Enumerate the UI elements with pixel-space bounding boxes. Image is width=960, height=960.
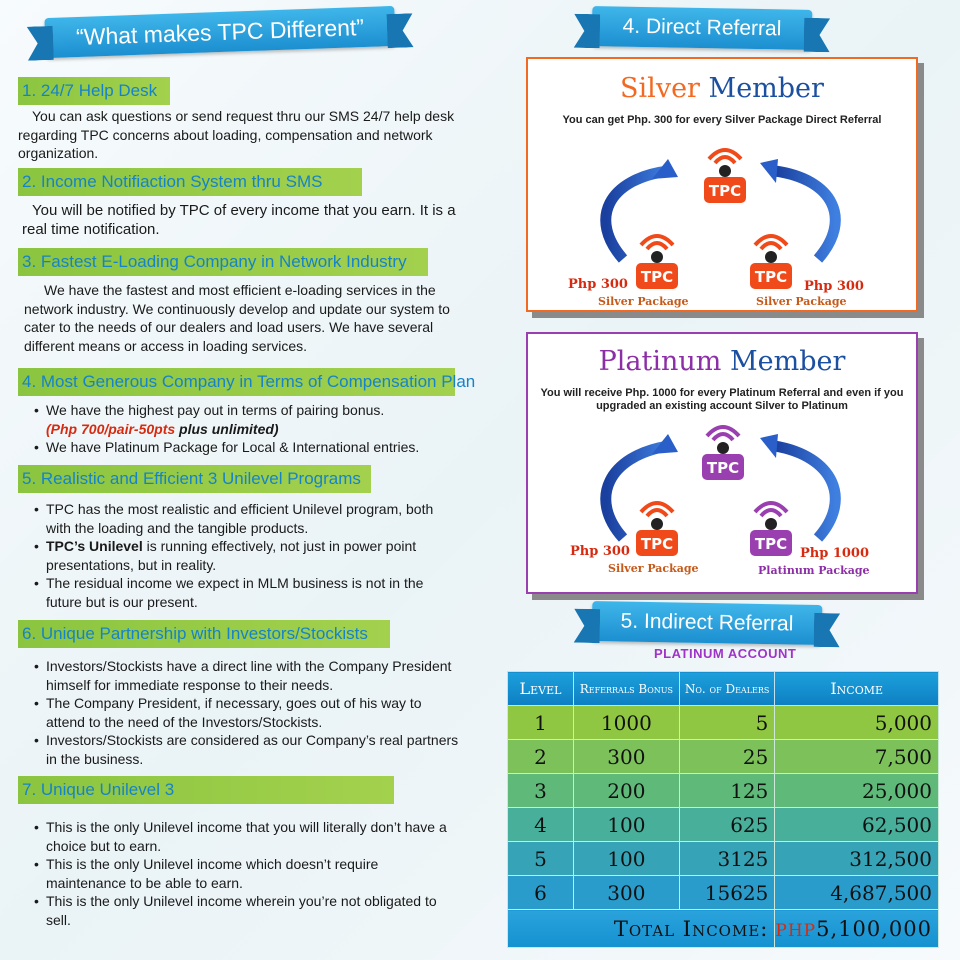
platinum-title-a: Platinum — [598, 346, 722, 377]
total-label: Total Income: — [508, 910, 775, 948]
tpc-logo-text: TPC — [640, 535, 674, 553]
tpc-logo-text: TPC — [640, 268, 674, 286]
table-header-row — [508, 672, 939, 706]
list-item — [30, 401, 460, 438]
tpc-logo-icon — [628, 492, 686, 562]
total-row — [508, 910, 939, 948]
table-row — [508, 706, 939, 740]
list-item: • We have Platinum Package for Local & International entries. — [30, 438, 460, 457]
cell-bonus: 1000 — [573, 706, 679, 740]
col-referrals-bonus: Referrals Bonus — [573, 672, 679, 706]
cell-bonus: 300 — [573, 876, 679, 910]
cell-dealers: 15625 — [679, 876, 775, 910]
silver-card-subtitle: You can get Php. 300 for every Silver Package Direct Referral — [562, 114, 882, 126]
bullet-text: We have the highest pay out in terms of pairing bonus. — [46, 402, 385, 418]
table-row — [508, 774, 939, 808]
cell-level: 3 — [508, 774, 574, 808]
tpc-logo-text: TPC — [708, 182, 742, 200]
platinum-title-b: Member — [729, 346, 846, 377]
cell-bonus: 300 — [573, 740, 679, 774]
platinum-left-package: Silver Package — [608, 562, 699, 575]
cell-level: 1 — [508, 706, 574, 740]
title-ribbon-text: “What makes TPC Different” — [75, 13, 365, 51]
tpc-logo-icon — [694, 416, 752, 486]
pairing-amount: (Php 700/pair-50pts — [46, 420, 176, 437]
section-6-heading: 6. Unique Partnership with Investors/Stockists — [18, 620, 390, 648]
list-item: • The residual income we expect in MLM business is not in the future but is our present. — [30, 574, 460, 611]
indirect-referral-text: 5. Indirect Referral — [620, 609, 794, 636]
table-row — [508, 842, 939, 876]
cell-level: 6 — [508, 876, 574, 910]
total-currency: PHP — [775, 920, 817, 941]
indirect-referral-table — [507, 671, 939, 948]
section-5-heading: 5. Realistic and Efficient 3 Unilevel Programs — [18, 465, 371, 493]
table-row — [508, 876, 939, 910]
tpc-logo-text: TPC — [754, 535, 788, 553]
section-2-text: You will be notified by TPC of every income that you earn. It is a real time notification. — [22, 202, 456, 238]
pairing-unlimited: plus unlimited) — [175, 420, 279, 437]
tpc-logo-icon — [742, 492, 800, 562]
platinum-left-amount: Php 300 — [570, 544, 630, 559]
cell-bonus: 100 — [573, 842, 679, 876]
direct-referral-ribbon — [592, 6, 813, 50]
tpc-logo-text: TPC — [754, 268, 788, 286]
list-item — [30, 537, 460, 574]
silver-title-a: Silver — [620, 73, 700, 104]
direct-referral-text: 4. Direct Referral — [622, 14, 782, 41]
section-7-list — [30, 818, 460, 929]
section-4-heading: 4. Most Generous Company in Terms of Compensation Plan — [18, 368, 455, 396]
total-value-cell — [775, 910, 939, 948]
list-item: • Investors/Stockists have a direct line with the Company President himself for immediate response to their needs. — [30, 657, 460, 694]
table-row — [508, 808, 939, 842]
cell-income: 312,500 — [775, 842, 939, 876]
section-7-heading: 7. Unique Unilevel 3 — [18, 776, 394, 804]
cell-level: 4 — [508, 808, 574, 842]
list-item: • This is the only Unilevel income which doesn’t require maintenance to be able to earn. — [30, 855, 460, 892]
platinum-card-subtitle: You will receive Php. 1000 for every Platinum Referral and even if you upgraded an existing account Silver to Platinum — [540, 387, 904, 412]
cell-dealers: 125 — [679, 774, 775, 808]
list-item: • The Company President, if necessary, goes out of his way to attend to the need of the Investors/Stockists. — [30, 694, 460, 731]
tpc-logo-icon — [696, 139, 754, 209]
platinum-right-amount: Php 1000 — [800, 546, 870, 561]
total-value: 5,100,000 — [816, 916, 932, 941]
list-item: • Investors/Stockists are considered as our Company’s real partners in the business. — [30, 731, 460, 768]
col-income: Income — [775, 672, 939, 706]
cell-bonus: 100 — [573, 808, 679, 842]
cell-level: 2 — [508, 740, 574, 774]
section-2-heading: 2. Income Notifiaction System thru SMS — [18, 168, 362, 196]
section-4-list — [30, 401, 460, 457]
silver-left-package: Silver Package — [598, 295, 689, 308]
cell-bonus: 200 — [573, 774, 679, 808]
platinum-right-package: Platinum Package — [758, 564, 870, 577]
bullet-text: is running effectively, not just in power point presentations, but in reality. — [46, 538, 417, 573]
section-3-text: We have the fastest and most efficient e-loading services in the network industry. We continuously develop and update our system to cater to the needs of our dealers and load users. We have several different means or access in loading services. — [24, 282, 450, 354]
silver-title-b: Member — [708, 73, 824, 104]
cell-income: 4,687,500 — [775, 876, 939, 910]
silver-left-amount: Php 300 — [568, 277, 628, 292]
col-level: Level — [508, 672, 574, 706]
cell-income: 7,500 — [775, 740, 939, 774]
cell-level: 5 — [508, 842, 574, 876]
title-ribbon — [44, 6, 395, 58]
silver-right-package: Silver Package — [756, 295, 847, 308]
platinum-account-label: PLATINUM ACCOUNT — [654, 646, 797, 661]
section-3-heading: 3. Fastest E-Loading Company in Network Industry — [18, 248, 428, 276]
unilevel-bold: TPC’s Unilevel — [46, 538, 143, 554]
silver-right-amount: Php 300 — [804, 279, 864, 294]
tpc-logo-text: TPC — [706, 459, 740, 477]
section-5-list — [30, 500, 460, 611]
cell-dealers: 25 — [679, 740, 775, 774]
platinum-member-card — [526, 332, 918, 594]
col-dealers: No. of Dealers — [679, 672, 775, 706]
cell-income: 62,500 — [775, 808, 939, 842]
section-6-list — [30, 657, 460, 768]
table-row — [508, 740, 939, 774]
list-item: • This is the only Unilevel income that you will literally don’t have a choice but to earn. — [30, 818, 460, 855]
cell-dealers: 625 — [679, 808, 775, 842]
section-1-text: You can ask questions or send request thru our SMS 24/7 help desk regarding TPC concerns about loading, compensation and network organization. — [18, 108, 455, 161]
cell-income: 25,000 — [775, 774, 939, 808]
section-1-heading: 1. 24/7 Help Desk — [18, 77, 170, 105]
list-item: • This is the only Unilevel income wherein you’re not obligated to sell. — [30, 892, 460, 929]
indirect-referral-ribbon — [592, 601, 823, 645]
cell-dealers: 5 — [679, 706, 775, 740]
cell-income: 5,000 — [775, 706, 939, 740]
list-item: • TPC has the most realistic and efficient Unilevel program, both with the loading and the tangible products. — [30, 500, 460, 537]
tpc-logo-icon — [628, 225, 686, 295]
cell-dealers: 3125 — [679, 842, 775, 876]
silver-member-card — [526, 57, 918, 312]
tpc-logo-icon — [742, 225, 800, 295]
